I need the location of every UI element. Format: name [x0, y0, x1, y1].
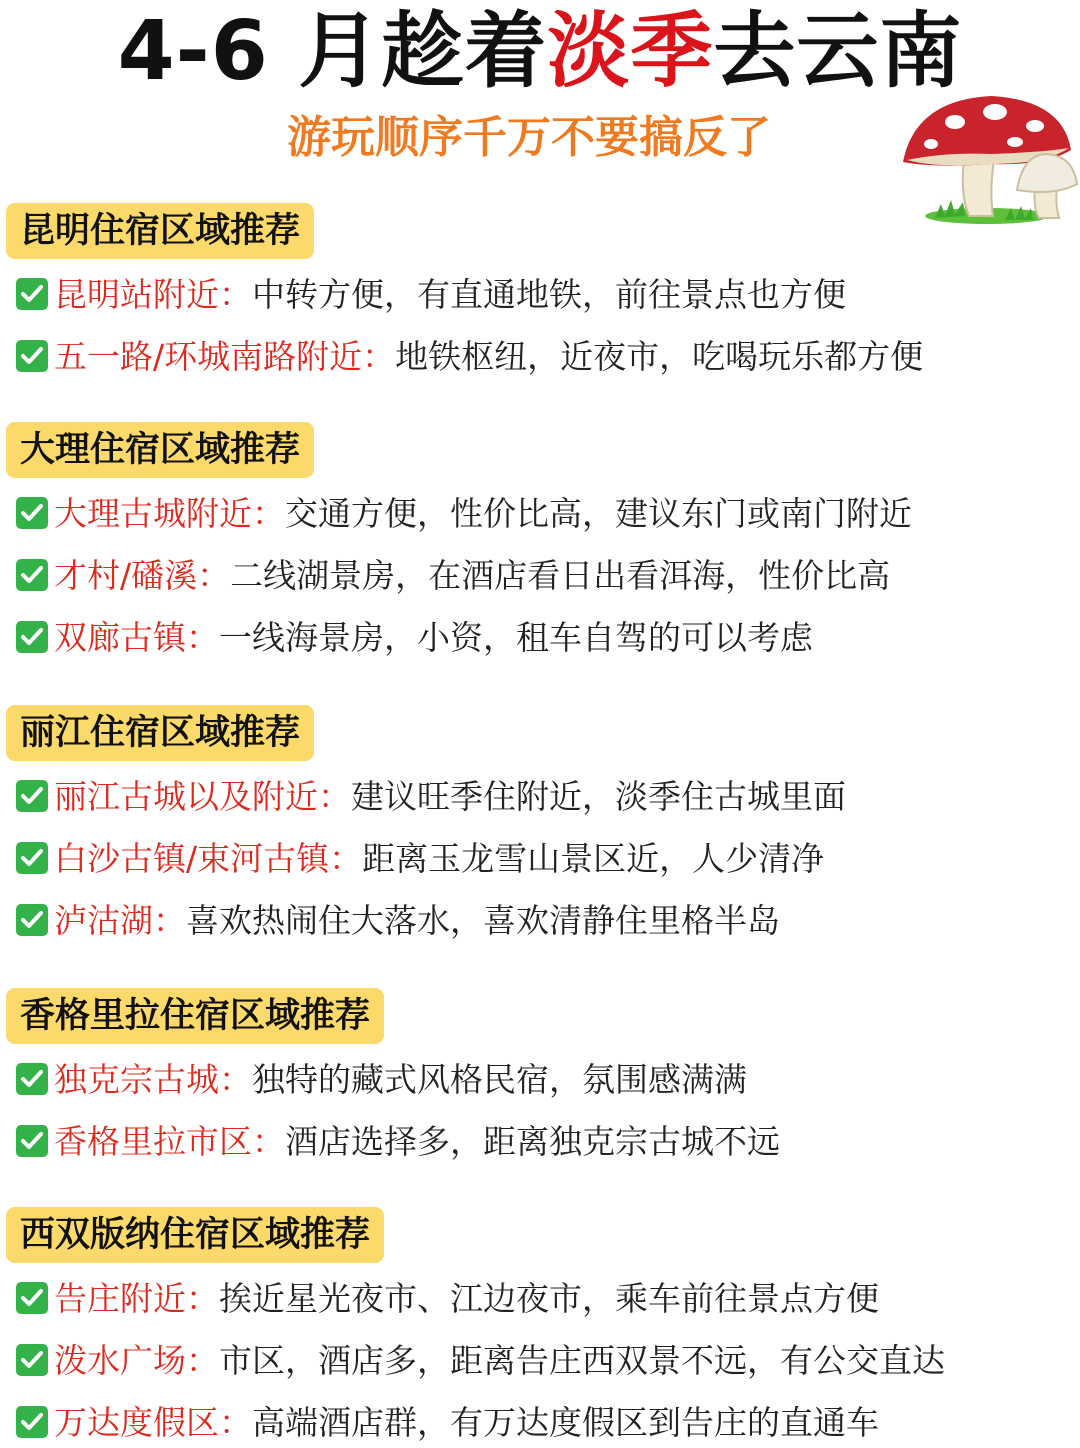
item-place: 大理古城附近： [54, 494, 285, 533]
list-item [16, 1118, 780, 1166]
title-part1: 4-6 月趁着 [117, 4, 548, 99]
item-desc: 交通方便，性价比高，建议东门或南门附近 [285, 494, 912, 533]
list-item [16, 1056, 747, 1104]
list-item [16, 1337, 945, 1385]
check-box-icon [16, 1125, 48, 1157]
check-box-icon [16, 780, 48, 812]
item-desc: 一线海景房，小资，租车自驾的可以考虑 [219, 618, 813, 657]
item-desc: 挨近星光夜市、江边夜市，乘车前往景点方便 [219, 1279, 879, 1318]
section-heading: 香格里拉住宿区域推荐 [6, 988, 384, 1044]
item-desc: 建议旺季住附近，淡季住古城里面 [351, 777, 846, 816]
item-desc: 高端酒店群，有万达度假区到告庄的直通车 [252, 1403, 879, 1442]
check-box-icon [16, 904, 48, 936]
item-desc: 二线湖景房，在酒店看日出看洱海，性价比高 [230, 556, 891, 595]
list-item [16, 773, 846, 821]
item-desc: 市区，酒店多，距离告庄西双景不远，有公交直达 [219, 1341, 945, 1380]
item-desc: 独特的藏式风格民宿，氛围感满满 [252, 1060, 747, 1099]
page-title [0, 2, 1080, 102]
check-box-icon [16, 278, 48, 310]
item-place: 昆明站附近： [54, 275, 252, 314]
check-box-icon [16, 621, 48, 653]
list-item [16, 552, 890, 600]
mushroom-icon [895, 92, 1080, 227]
list-item [16, 835, 824, 883]
page-subtitle: 游玩顺序千万不要搞反了 [287, 112, 771, 163]
list-item [16, 1399, 879, 1447]
item-place: 五一路/环城南路附近： [54, 337, 396, 376]
list-item [16, 897, 780, 945]
list-item [16, 1275, 879, 1323]
item-place: 万达度假区： [54, 1403, 252, 1442]
item-place: 双廊古镇： [54, 618, 219, 657]
check-box-icon [16, 559, 48, 591]
check-box-icon [16, 1406, 48, 1438]
item-place: 香格里拉市区： [54, 1122, 285, 1161]
check-box-icon [16, 1344, 48, 1376]
list-item [16, 271, 846, 319]
item-desc: 中转方便，有直通地铁，前往景点也方便 [252, 275, 846, 314]
section-heading: 西双版纳住宿区域推荐 [6, 1207, 384, 1263]
item-place: 独克宗古城： [54, 1060, 252, 1099]
section-heading: 昆明住宿区域推荐 [6, 203, 314, 259]
check-box-icon [16, 842, 48, 874]
item-place: 白沙古镇/束河古镇： [54, 839, 363, 878]
title-part2: 去云南 [713, 4, 963, 99]
item-desc: 喜欢热闹住大落水，喜欢清静住里格半岛 [186, 901, 780, 940]
item-desc: 距离玉龙雪山景区近，人少清净 [362, 839, 825, 878]
item-place: 告庄附近： [54, 1279, 219, 1318]
title-highlight: 淡季 [547, 4, 714, 99]
item-place: 丽江古城以及附近： [54, 777, 351, 816]
section-heading: 丽江住宿区域推荐 [6, 705, 314, 761]
item-desc: 酒店选择多，距离独克宗古城不远 [285, 1122, 780, 1161]
item-place: 泸沽湖： [54, 901, 186, 940]
list-item [16, 490, 912, 538]
check-box-icon [16, 340, 48, 372]
check-box-icon [16, 1063, 48, 1095]
item-place: 泼水广场： [54, 1341, 219, 1380]
item-desc: 地铁枢纽，近夜市，吃喝玩乐都方便 [395, 337, 924, 376]
check-box-icon [16, 1282, 48, 1314]
section-heading: 大理住宿区域推荐 [6, 422, 314, 478]
item-place: 才村/磻溪： [54, 556, 231, 595]
list-item [16, 333, 923, 381]
list-item [16, 614, 813, 662]
check-box-icon [16, 497, 48, 529]
